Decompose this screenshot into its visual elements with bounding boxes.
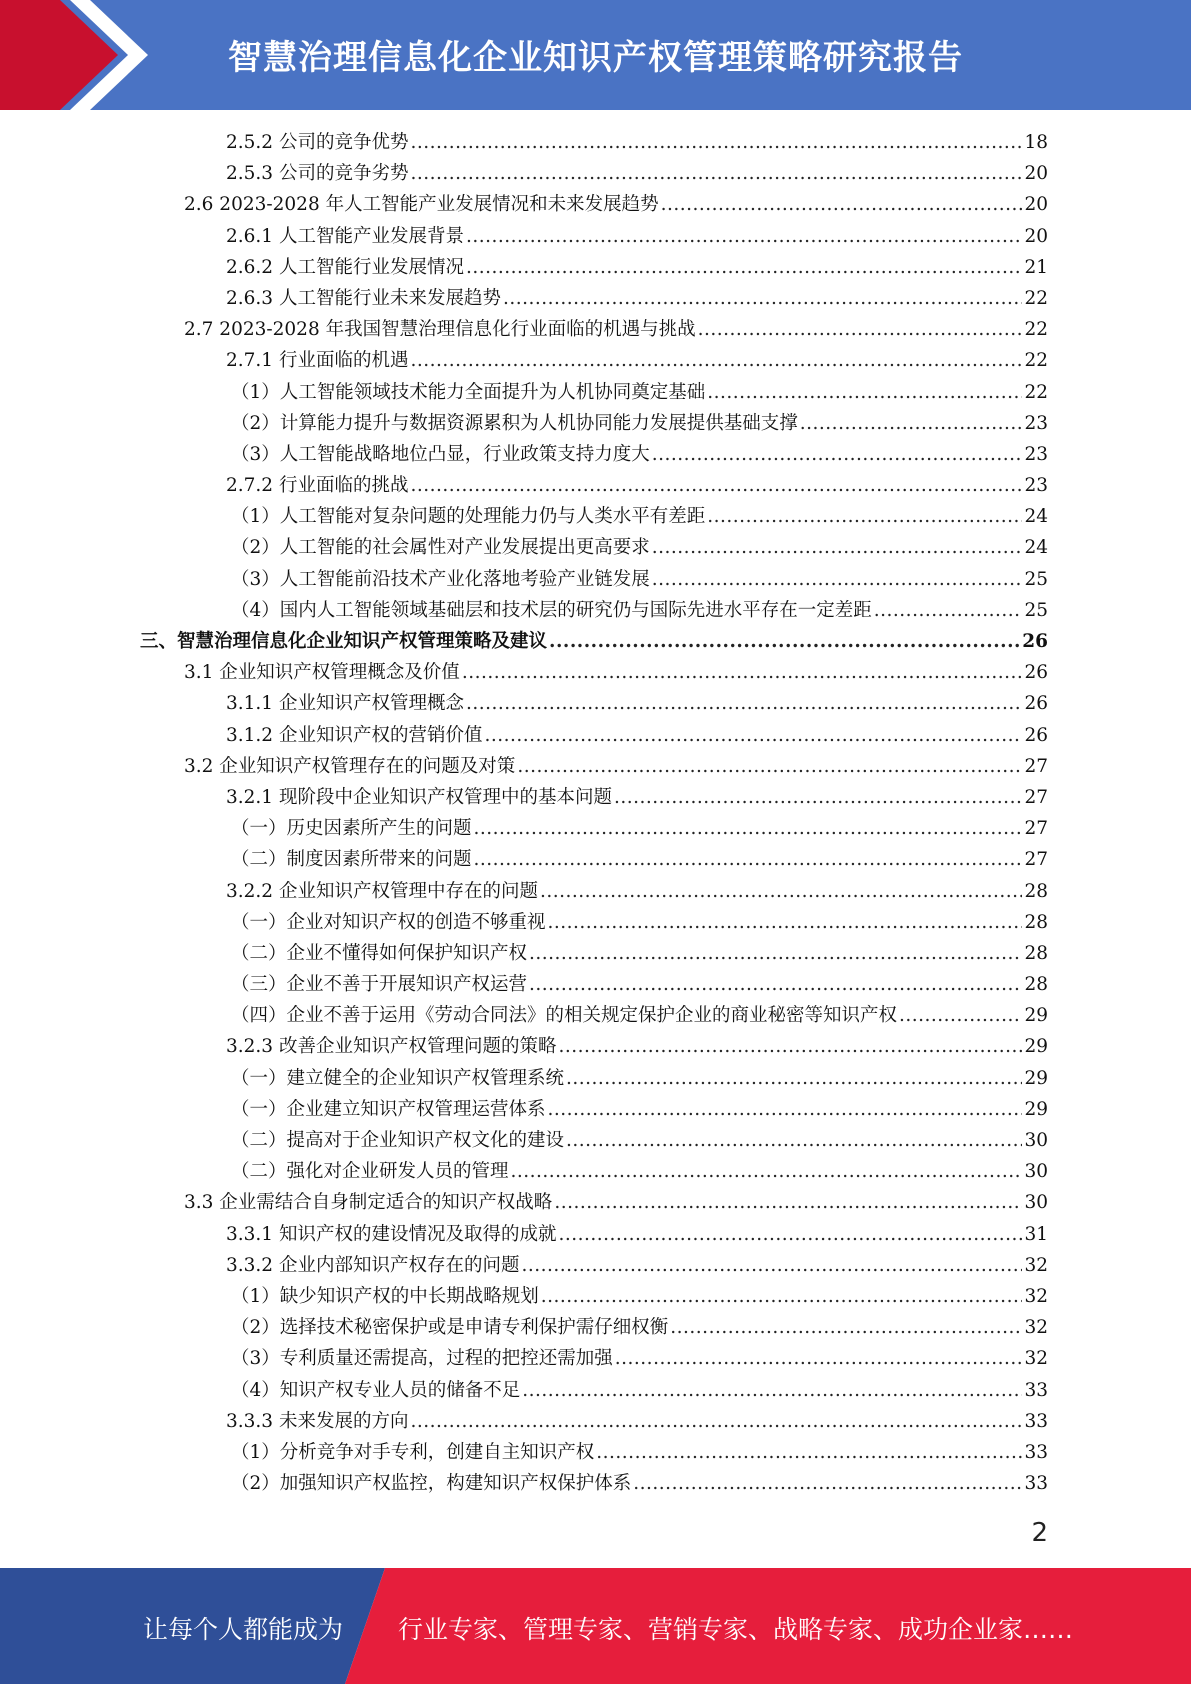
toc-entry[interactable]: [140, 377, 1048, 408]
toc-entry[interactable]: [140, 1437, 1048, 1468]
toc-entry-page: 25: [1024, 599, 1048, 621]
toc-dot-leader: [529, 938, 1022, 969]
toc-entry-page: 24: [1024, 506, 1048, 528]
toc-entry-title: （1）缺少知识产权的中长期战略规划: [231, 1285, 539, 1307]
toc-entry[interactable]: [140, 1250, 1048, 1281]
toc-entry-page: 23: [1024, 412, 1048, 434]
toc-entry-title: 3.1.1 企业知识产权管理概念: [226, 693, 464, 715]
toc-entry-page: 29: [1024, 1067, 1048, 1089]
toc-entry-title: （4）知识产权专业人员的储备不足: [231, 1379, 521, 1401]
page-header: [0, 0, 1191, 110]
toc-entry[interactable]: [140, 158, 1048, 189]
toc-entry-title: 2.6 2023-2028 年人工智能产业发展情况和未来发展趋势: [184, 194, 659, 216]
toc-entry-page: 28: [1024, 974, 1048, 996]
toc-entry[interactable]: [140, 1031, 1048, 1062]
report-title: 智慧治理信息化企业知识产权管理策略研究报告: [228, 38, 963, 78]
toc-entry[interactable]: [140, 1281, 1048, 1312]
toc-entry-title: （2）选择技术秘密保护或是申请专利保护需仔细权衡: [231, 1317, 669, 1339]
toc-entry-page: 22: [1024, 350, 1048, 372]
toc-entry[interactable]: [140, 751, 1048, 782]
toc-entry-page: 30: [1024, 1161, 1048, 1183]
toc-dot-leader: [874, 595, 1023, 626]
toc-entry[interactable]: [140, 1156, 1048, 1187]
toc-entry-title: 2.5.2 公司的竞争优势: [226, 132, 409, 153]
toc-entry[interactable]: [140, 969, 1048, 1000]
toc-entry-page: 24: [1024, 537, 1048, 559]
toc-dot-leader: [596, 1437, 1022, 1468]
toc-entry[interactable]: [140, 938, 1048, 969]
toc-entry-page: 32: [1024, 1348, 1048, 1370]
footer-slogan-left: 让每个人都能成为: [143, 1615, 344, 1644]
toc-entry-title: （一）企业对知识产权的创造不够重视: [231, 911, 546, 933]
toc-entry-title: （2）计算能力提升与数据资源累积为人机协同能力发展提供基础支撑: [231, 412, 798, 434]
toc-entry-title: （1）人工智能对复杂问题的处理能力仍与人类水平有差距: [231, 506, 706, 528]
header-arrow-decoration: [0, 0, 160, 110]
toc-dot-leader: [548, 907, 1023, 938]
toc-dot-leader: [615, 1343, 1023, 1374]
footer-slogan-right: 行业专家、管理专家、营销专家、战略专家、成功企业家……: [398, 1615, 1074, 1644]
toc-entry-page: 27: [1024, 755, 1048, 777]
toc-entry-page: 18: [1024, 132, 1048, 153]
toc-entry-title: （3）人工智能战略地位凸显，行业政策支持力度大: [231, 443, 650, 465]
toc-entry-title: （1）分析竞争对手专利，创建自主知识产权: [231, 1441, 595, 1463]
toc-entry-title: 3.3 企业需结合自身制定适合的知识产权战略: [184, 1192, 553, 1214]
page-number: 2: [1031, 1518, 1048, 1548]
toc-entry[interactable]: [140, 252, 1048, 283]
toc-entry-title: 2.6.2 人工智能行业发展情况: [226, 256, 464, 278]
toc-dot-leader: [614, 782, 1022, 813]
toc-entry-title: （一）企业建立知识产权管理运营体系: [231, 1098, 546, 1120]
toc-entry[interactable]: [140, 657, 1048, 688]
toc-entry[interactable]: [140, 782, 1048, 813]
toc-dot-leader: [474, 844, 1023, 875]
toc-entry[interactable]: [140, 720, 1048, 751]
toc-dot-leader: [410, 1406, 1022, 1437]
toc-entry-page: 22: [1024, 381, 1048, 403]
toc-entry[interactable]: [140, 1063, 1048, 1094]
toc-entry[interactable]: [140, 532, 1048, 563]
toc-entry-page: 23: [1024, 443, 1048, 465]
toc-entry-page: 22: [1024, 287, 1048, 309]
toc-dot-leader: [466, 688, 1022, 719]
toc-entry[interactable]: [140, 1406, 1048, 1437]
toc-entry-title: （三）企业不善于开展知识产权运营: [231, 974, 528, 996]
toc-entry-page: 26: [1024, 693, 1048, 715]
toc-entry-page: 27: [1024, 786, 1048, 808]
toc-dot-leader: [548, 1094, 1023, 1125]
toc-dot-leader: [484, 720, 1022, 751]
toc-entry[interactable]: [140, 1000, 1048, 1031]
toc-entry[interactable]: [140, 501, 1048, 532]
toc-entry-title: （2）加强知识产权监控，构建知识产权保护体系: [231, 1473, 632, 1495]
toc-dot-leader: [652, 439, 1023, 470]
toc-dot-leader: [410, 127, 1022, 158]
toc-dot-leader: [707, 501, 1022, 532]
toc-dot-leader: [633, 1468, 1022, 1499]
toc-entry[interactable]: [140, 1125, 1048, 1156]
toc-entry-title: 2.7.2 行业面临的挑战: [226, 475, 409, 497]
toc-entry-title: （二）提高对于企业知识产权文化的建设: [231, 1130, 565, 1151]
table-of-contents: [140, 127, 1048, 1499]
toc-entry[interactable]: [140, 127, 1048, 158]
toc-entry-page: 27: [1024, 818, 1048, 840]
toc-entry-page: 26: [1024, 662, 1048, 684]
toc-entry-title: （二）强化对企业研发人员的管理: [231, 1161, 509, 1183]
toc-entry-title: 3.2.1 现阶段中企业知识产权管理中的基本问题: [226, 786, 612, 808]
toc-dot-leader: [661, 189, 1023, 220]
toc-dot-leader: [566, 1063, 1022, 1094]
toc-entry-title: 2.6.1 人工智能产业发展背景: [226, 225, 464, 247]
toc-entry-title: 3.3.1 知识产权的建设情况及取得的成就: [226, 1223, 557, 1245]
toc-entry-page: 33: [1024, 1473, 1048, 1495]
toc-dot-leader: [549, 626, 1020, 657]
toc-dot-leader: [540, 876, 1022, 907]
toc-dot-leader: [541, 1281, 1023, 1312]
toc-dot-leader: [410, 345, 1022, 376]
toc-entry[interactable]: [140, 1343, 1048, 1374]
toc-dot-leader: [554, 1187, 1022, 1218]
toc-entry-title: （四）企业不善于运用《劳动合同法》的相关规定保护企业的商业秘密等知识产权: [231, 1005, 898, 1027]
toc-entry-page: 25: [1024, 568, 1048, 590]
toc-entry-page: 33: [1024, 1410, 1048, 1432]
toc-entry-title: （二）企业不懂得如何保护知识产权: [231, 942, 528, 964]
toc-dot-leader: [474, 813, 1023, 844]
toc-entry-title: （1）人工智能领域技术能力全面提升为人机协同奠定基础: [231, 381, 706, 403]
toc-dot-leader: [899, 1000, 1022, 1031]
toc-dot-leader: [511, 1156, 1023, 1187]
toc-entry-title: 三、智慧治理信息化企业知识产权管理策略及建议: [140, 631, 548, 652]
toc-entry[interactable]: [140, 470, 1048, 501]
toc-dot-leader: [566, 1125, 1022, 1156]
toc-entry-page: 33: [1024, 1441, 1048, 1463]
toc-dot-leader: [410, 470, 1022, 501]
toc-entry[interactable]: [140, 564, 1048, 595]
toc-entry-page: 29: [1024, 1098, 1048, 1120]
toc-entry-page: 22: [1024, 319, 1048, 341]
toc-entry[interactable]: [140, 595, 1048, 626]
toc-entry-title: （一）历史因素所产生的问题: [231, 818, 472, 840]
toc-entry-page: 26: [1024, 724, 1048, 746]
toc-entry-page: 28: [1024, 880, 1048, 902]
toc-dot-leader: [521, 1250, 1022, 1281]
toc-entry-title: 3.3.2 企业内部知识产权存在的问题: [226, 1254, 520, 1276]
toc-entry-title: 3.3.3 未来发展的方向: [226, 1410, 409, 1432]
toc-entry-title: 2.7.1 行业面临的机遇: [226, 350, 409, 372]
toc-dot-leader: [698, 314, 1023, 345]
toc-dot-leader: [462, 657, 1023, 688]
toc-entry-page: 29: [1024, 1005, 1048, 1027]
toc-entry-title: （2）人工智能的社会属性对产业发展提出更高要求: [231, 537, 650, 559]
toc-dot-leader: [558, 1219, 1022, 1250]
toc-entry-page: 29: [1024, 1036, 1048, 1058]
page-footer: [0, 1568, 1191, 1684]
toc-entry-title: （3）人工智能前沿技术产业化落地考验产业链发展: [231, 568, 650, 590]
toc-entry[interactable]: [140, 189, 1048, 220]
toc-entry-page: 32: [1024, 1285, 1048, 1307]
toc-entry[interactable]: [140, 1187, 1048, 1218]
toc-entry[interactable]: [140, 314, 1048, 345]
toc-entry-page: 21: [1024, 256, 1048, 278]
toc-entry-page: 32: [1024, 1254, 1048, 1276]
toc-entry-title: （一）建立健全的企业知识产权管理系统: [231, 1067, 565, 1089]
toc-entry[interactable]: [140, 1312, 1048, 1343]
toc-dot-leader: [652, 532, 1023, 563]
toc-entry-title: 3.2 企业知识产权管理存在的问题及对策: [184, 755, 516, 777]
toc-entry-page: 30: [1024, 1130, 1048, 1151]
toc-entry[interactable]: [140, 1468, 1048, 1499]
toc-entry-title: （二）制度因素所带来的问题: [231, 849, 472, 871]
toc-entry[interactable]: [140, 283, 1048, 314]
toc-entry[interactable]: [140, 844, 1048, 875]
toc-entry-page: 27: [1024, 849, 1048, 871]
toc-entry-title: 2.7 2023-2028 年我国智慧治理信息化行业面临的机遇与挑战: [184, 319, 696, 341]
toc-dot-leader: [466, 221, 1022, 252]
toc-entry-page: 20: [1024, 163, 1048, 185]
toc-entry-title: 3.2.3 改善企业知识产权管理问题的策略: [226, 1036, 557, 1058]
toc-entry-title: 3.2.2 企业知识产权管理中存在的问题: [226, 880, 538, 902]
toc-entry[interactable]: [140, 876, 1048, 907]
toc-entry[interactable]: [140, 626, 1048, 657]
toc-dot-leader: [558, 1031, 1022, 1062]
toc-entry-page: 20: [1024, 194, 1048, 216]
toc-dot-leader: [670, 1312, 1022, 1343]
toc-entry-page: 23: [1024, 475, 1048, 497]
toc-entry-page: 32: [1024, 1317, 1048, 1339]
toc-entry-title: 2.6.3 人工智能行业未来发展趋势: [226, 287, 501, 309]
toc-dot-leader: [522, 1375, 1022, 1406]
toc-entry-title: 3.1.2 企业知识产权的营销价值: [226, 724, 483, 746]
toc-entry[interactable]: [140, 439, 1048, 470]
toc-dot-leader: [517, 751, 1022, 782]
toc-entry[interactable]: [140, 688, 1048, 719]
toc-dot-leader: [652, 564, 1023, 595]
toc-entry-page: 31: [1024, 1223, 1048, 1245]
toc-entry-title: （3）专利质量还需提高，过程的把控还需加强: [231, 1348, 613, 1370]
toc-dot-leader: [529, 969, 1022, 1000]
toc-entry[interactable]: [140, 345, 1048, 376]
toc-entry-title: 2.5.3 公司的竞争劣势: [226, 163, 409, 185]
toc-entry-page: 33: [1024, 1379, 1048, 1401]
toc-entry-page: 20: [1024, 225, 1048, 247]
toc-dot-leader: [707, 377, 1022, 408]
toc-entry[interactable]: [140, 1375, 1048, 1406]
toc-entry[interactable]: [140, 813, 1048, 844]
toc-entry-page: 28: [1024, 942, 1048, 964]
toc-entry-page: 26: [1022, 631, 1048, 652]
toc-entry[interactable]: [140, 907, 1048, 938]
toc-dot-leader: [503, 283, 1022, 314]
toc-entry-title: （4）国内人工智能领域基础层和技术层的研究仍与国际先进水平存在一定差距: [231, 599, 872, 621]
toc-entry-page: 30: [1024, 1192, 1048, 1214]
toc-dot-leader: [410, 158, 1022, 189]
toc-dot-leader: [800, 408, 1023, 439]
toc-entry[interactable]: [140, 1094, 1048, 1125]
toc-entry-page: 28: [1024, 911, 1048, 933]
toc-entry[interactable]: [140, 408, 1048, 439]
toc-entry[interactable]: [140, 1219, 1048, 1250]
toc-dot-leader: [466, 252, 1022, 283]
toc-entry[interactable]: [140, 221, 1048, 252]
toc-entry-title: 3.1 企业知识产权管理概念及价值: [184, 662, 460, 684]
